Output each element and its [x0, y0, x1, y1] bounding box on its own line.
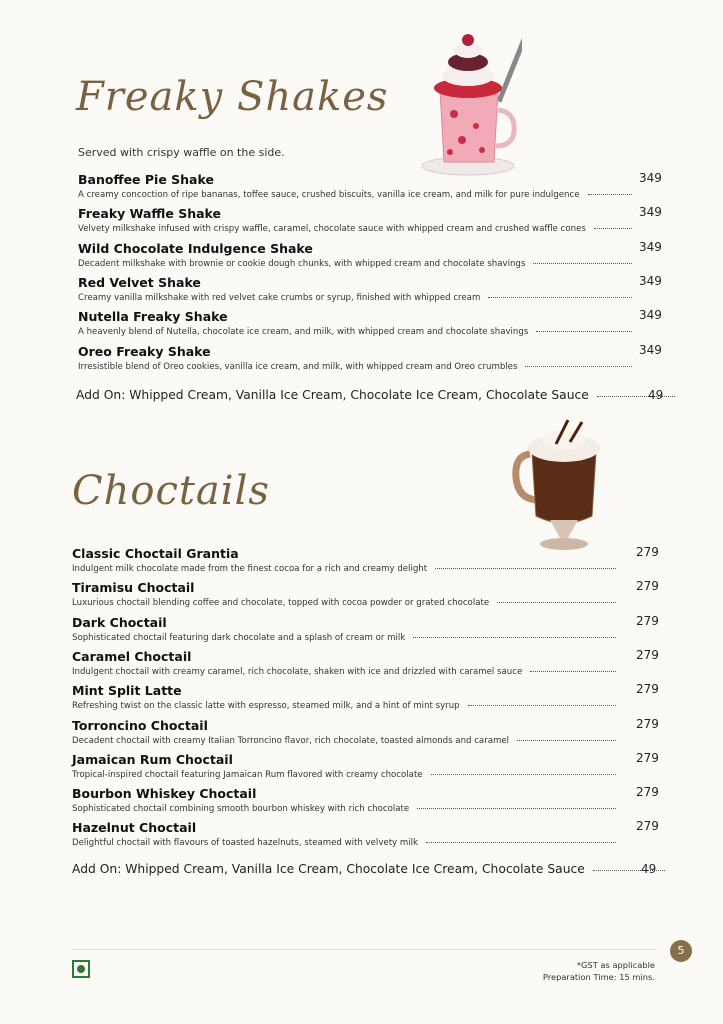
shake-menu-item	[78, 275, 632, 303]
choctail-item-description-row	[72, 838, 616, 848]
choctail-item-description: Delightful choctail with flavours of toasted hazelnuts, steamed with velvety milk	[72, 838, 418, 849]
shake-item-price: 349	[639, 273, 662, 288]
choctail-item-price: 279	[636, 750, 659, 765]
choctail-menu-item	[72, 752, 616, 780]
dot-leader	[517, 740, 616, 741]
shake-item-description-row	[78, 327, 632, 337]
shakes-intro: Served with crispy waffle on the side.	[78, 146, 285, 159]
choctail-item-description-row	[72, 667, 616, 677]
choctail-item-description-row	[72, 736, 616, 746]
shake-menu-item	[78, 241, 632, 269]
shakes-section-title: Freaky Shakes	[76, 74, 389, 120]
hot-chocolate-mug-image	[510, 412, 606, 556]
freak-shake-image	[418, 28, 522, 180]
shake-item-name: Banoffee Pie Shake	[78, 172, 214, 187]
choctails-addon-price: 49	[641, 862, 657, 876]
shakes-addon	[76, 388, 675, 402]
shake-item-description: Creamy vanilla milkshake with red velvet cake crumbs or syrup, finished with whipped cream	[78, 292, 481, 303]
page-number-badge: 5	[670, 940, 692, 962]
shakes-addon-label: Add On: Whipped Cream, Vanilla Ice Cream, Chocolate Ice Cream, Chocolate Sauce	[76, 388, 589, 402]
choctail-item-name: Classic Choctail Grantia	[72, 546, 239, 561]
choctail-item-price: 279	[636, 647, 659, 662]
choctail-item-description: Tropical-inspired choctail featuring Jamaican Rum flavored with creamy chocolate	[72, 769, 423, 780]
shake-item-price: 349	[639, 342, 662, 357]
dot-leader	[426, 842, 616, 843]
prep-time-note: Preparation Time: 15 mins.	[542, 972, 655, 982]
shake-item-price: 349	[639, 308, 662, 323]
shake-item-description: Velvety milkshake infused with crispy waffle, caramel, chocolate sauce with whipped cream and crushed waffle cones	[78, 224, 586, 235]
dot-leader	[417, 808, 616, 809]
shake-item-description-row	[78, 190, 632, 200]
shake-menu-item	[78, 309, 632, 337]
shake-item-description: A heavenly blend of Nutella, chocolate ice cream, and milk, with whipped cream and chocolate shavings	[78, 327, 529, 338]
choctail-item-description: Luxurious choctail blending coffee and chocolate, topped with cocoa powder or grated chocolate	[72, 598, 490, 609]
shake-item-description-row	[78, 362, 632, 372]
choctail-item-name: Tiramisu Choctail	[72, 580, 195, 596]
choctail-item-name: Bourbon Whiskey Choctail	[72, 786, 257, 802]
choctail-item-name: Caramel Choctail	[72, 648, 192, 664]
choctail-item-description: Decadent choctail with creamy Italian Torroncino flavor, rich chocolate, toasted almonds and caramel	[72, 735, 510, 746]
choctail-item-price: 279	[636, 682, 659, 697]
dot-leader	[488, 297, 632, 298]
shake-item-price: 349	[639, 171, 662, 185]
choctail-menu-item	[72, 683, 616, 711]
shake-item-name: Freaky Waffle Shake	[78, 206, 221, 222]
choctail-item-description: Indulgent milk chocolate made from the finest cocoa for a rich and creamy delight	[72, 564, 428, 574]
choctail-item-name: Torroncino Choctail	[72, 717, 208, 733]
choctail-menu-item	[72, 615, 616, 643]
choctail-item-description: Indulgent choctail with creamy caramel, rich chocolate, shaken with ice and drizzled with caramel sauce	[72, 666, 523, 677]
dot-leader	[536, 331, 632, 332]
shake-menu-item	[78, 206, 632, 234]
choctail-menu-item	[72, 718, 616, 746]
choctail-item-description: Sophisticated choctail featuring dark chocolate and a splash of cream or milk	[72, 632, 406, 643]
choctail-item-description: Refreshing twist on the classic latte with espresso, steamed milk, and a hint of mint syrup	[72, 701, 460, 712]
choctail-menu-item	[72, 786, 616, 814]
choctail-menu-item	[72, 580, 616, 608]
choctail-item-price: 279	[636, 545, 659, 559]
choctail-item-name: Hazelnut Choctail	[72, 820, 197, 836]
choctail-menu-item	[72, 820, 616, 848]
dot-leader	[525, 366, 632, 367]
shake-item-description: Decadent milkshake with brownie or cookie dough chunks, with whipped cream and chocolate shavings	[78, 258, 526, 269]
shakes-addon-price: 49	[648, 388, 664, 402]
veg-symbol-icon	[72, 960, 90, 978]
choctail-item-description-row	[72, 804, 616, 814]
choctail-item-description-row	[72, 770, 616, 780]
shake-item-description: Irresistible blend of Oreo cookies, vanilla ice cream, and milk, with whipped cream and Oreo crumbles	[78, 361, 518, 372]
dot-leader	[431, 774, 616, 775]
choctail-item-description-row	[72, 701, 616, 711]
choctail-item-description: Sophisticated choctail combining smooth bourbon whiskey with rich chocolate	[72, 804, 410, 815]
choctails-addon-label: Add On: Whipped Cream, Vanilla Ice Cream, Chocolate Ice Cream, Chocolate Sauce	[72, 862, 585, 876]
choctail-item-price: 279	[636, 613, 659, 628]
choctails-addon	[72, 862, 665, 876]
dot-leader	[530, 671, 616, 672]
shake-item-price: 349	[639, 239, 662, 254]
choctail-item-price: 279	[636, 716, 659, 731]
choctail-menu-item	[72, 649, 616, 677]
gst-note: *GST as applicable	[576, 960, 655, 970]
shake-item-description: A creamy concoction of ripe bananas, toffee sauce, crushed biscuits, vanilla ice cream, and milk for pure indulgence	[78, 190, 580, 200]
choctail-item-name: Dark Choctail	[72, 614, 167, 630]
shake-item-name: Oreo Freaky Shake	[78, 343, 211, 359]
choctail-item-description-row	[72, 564, 616, 574]
choctails-section-title: Choctails	[72, 468, 270, 514]
shake-item-name: Nutella Freaky Shake	[78, 309, 228, 325]
choctail-item-description-row	[72, 633, 616, 643]
dot-leader	[497, 602, 616, 603]
choctail-item-price: 279	[636, 819, 659, 834]
choctail-item-name: Mint Split Latte	[72, 683, 182, 699]
shake-menu-item	[78, 344, 632, 372]
footer-divider	[72, 949, 656, 950]
shake-item-description-row	[78, 293, 632, 303]
shake-item-name: Red Velvet Shake	[78, 274, 201, 290]
choctail-item-price: 279	[636, 785, 659, 800]
choctail-item-price: 279	[636, 579, 659, 594]
dot-leader	[435, 568, 616, 569]
shake-menu-item	[78, 172, 632, 200]
shake-item-description-row	[78, 259, 632, 269]
dot-leader	[588, 194, 632, 195]
choctail-menu-item	[72, 546, 616, 574]
dot-leader	[413, 637, 616, 638]
dot-leader	[533, 263, 632, 264]
shake-item-price: 349	[639, 205, 662, 220]
choctail-item-description-row	[72, 598, 616, 608]
dot-leader	[594, 228, 632, 229]
choctail-item-name: Jamaican Rum Choctail	[72, 751, 233, 767]
dot-leader	[468, 705, 616, 706]
shake-item-name: Wild Chocolate Indulgence Shake	[78, 240, 313, 256]
shake-item-description-row	[78, 224, 632, 234]
